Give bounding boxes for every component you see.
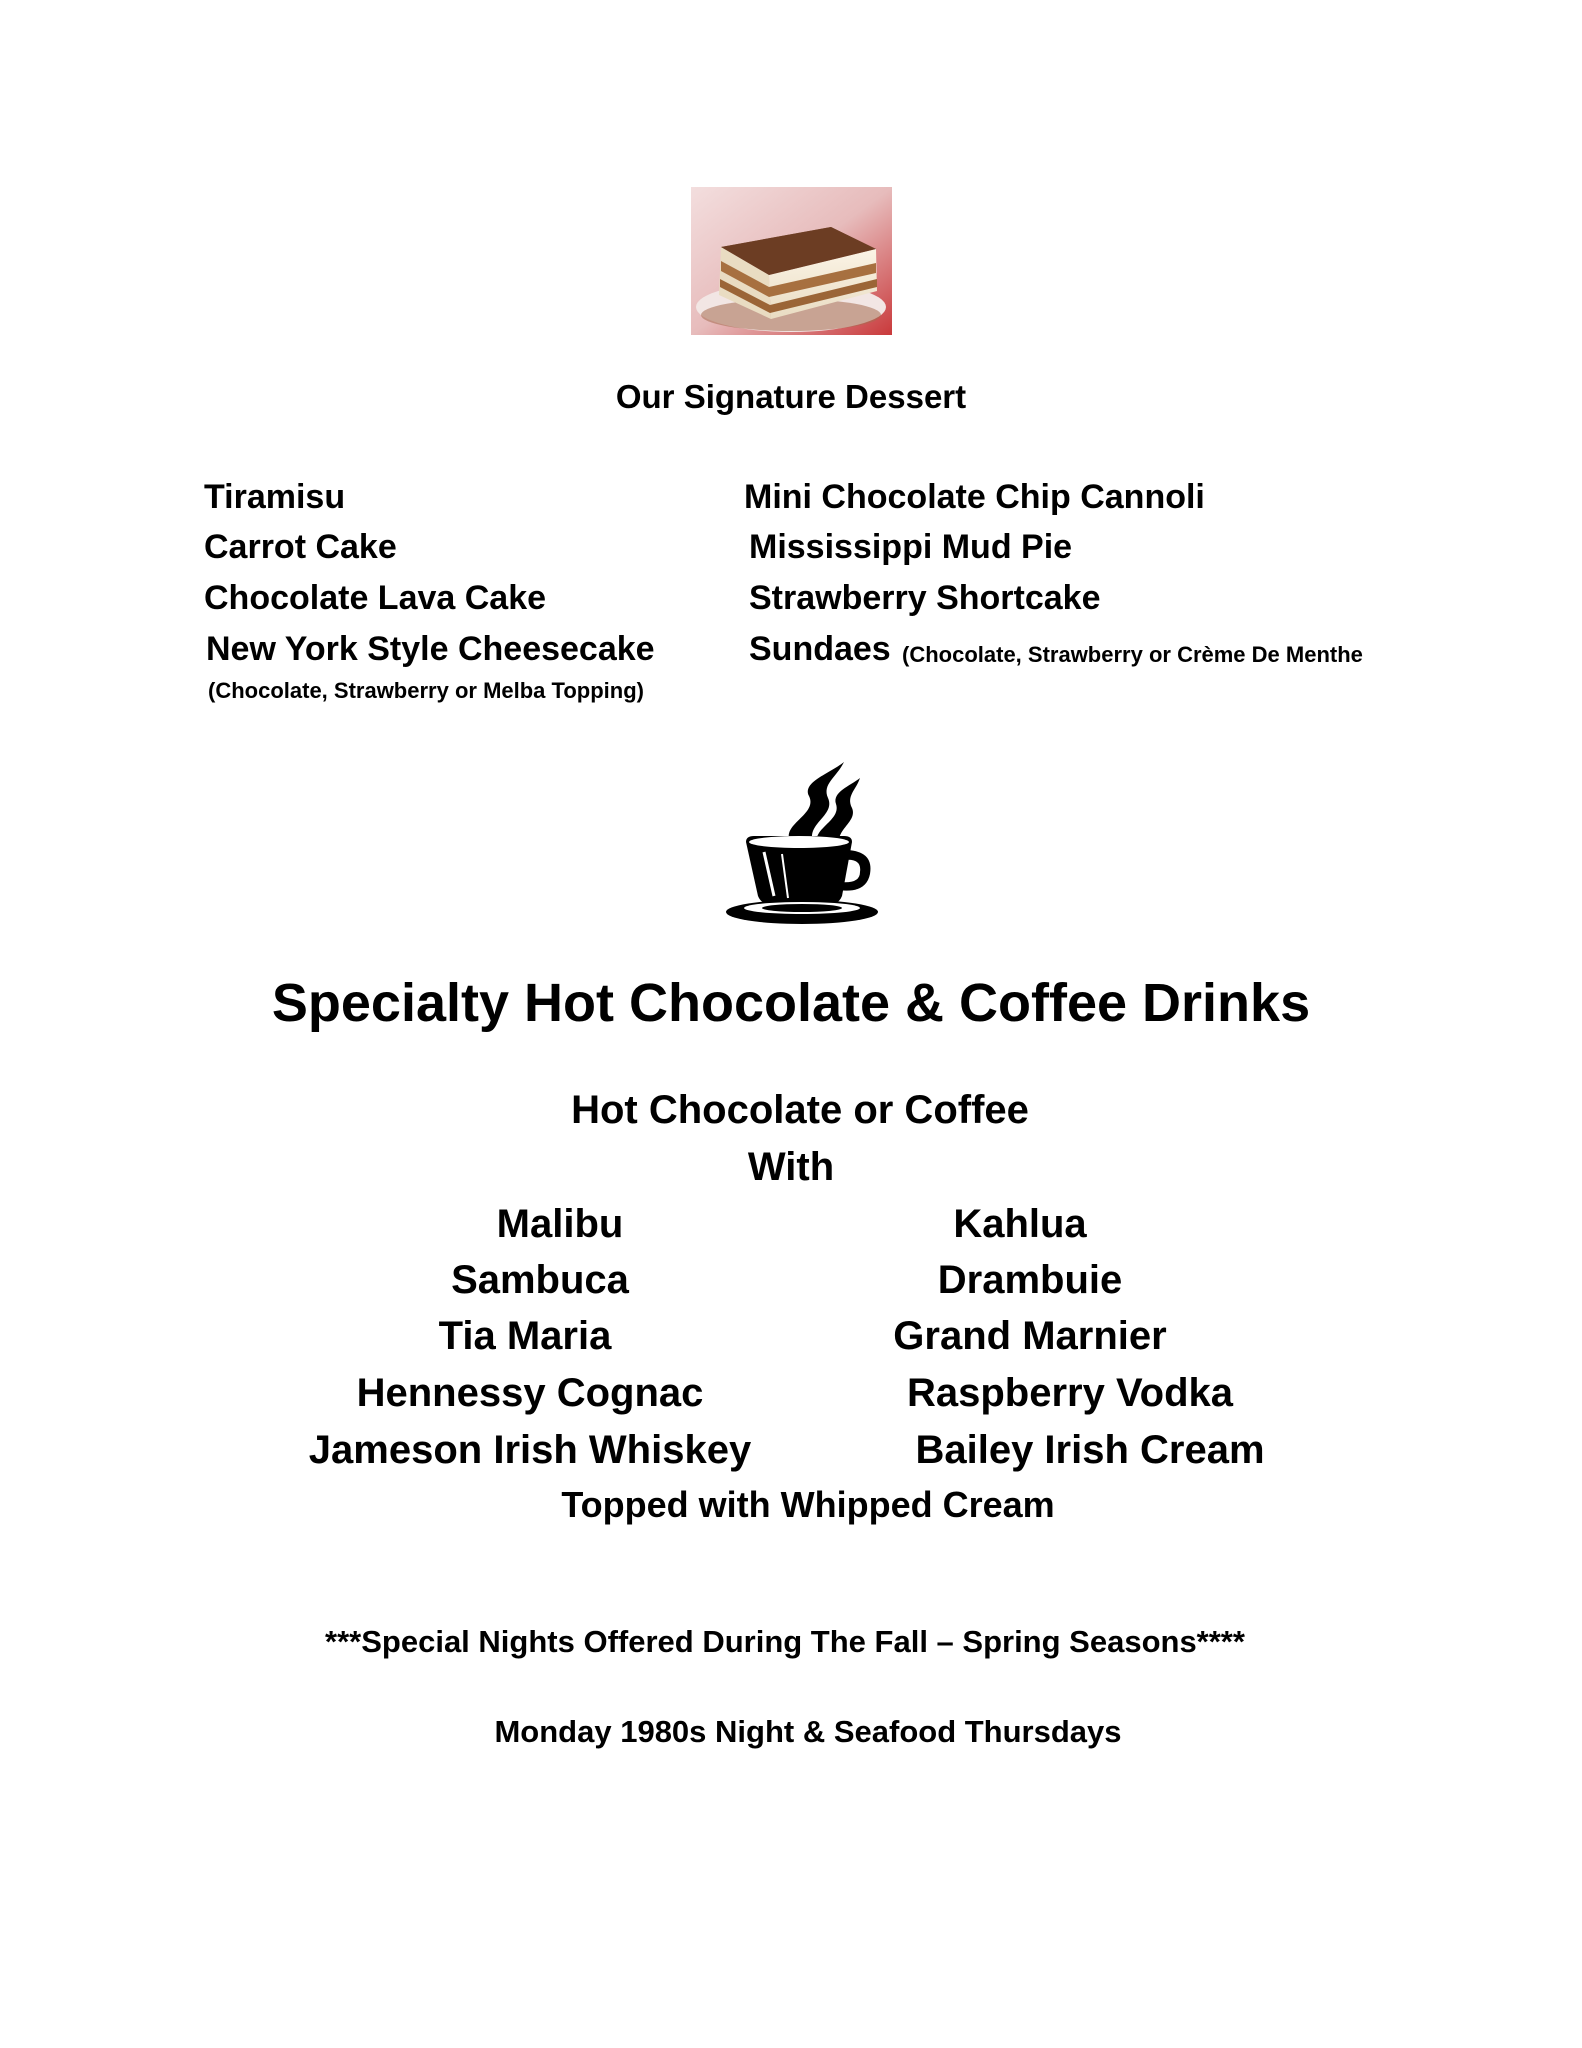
dessert-section-title: Our Signature Dessert <box>615 378 967 415</box>
coffee-cup-icon <box>724 756 888 928</box>
liqueur-kahlua: Kahlua <box>953 1202 1087 1246</box>
dessert-item-tiramisu: Tiramisu <box>204 478 346 516</box>
liqueur-malibu: Malibu <box>496 1202 624 1246</box>
dessert-item-sundaes: Sundaes <box>749 630 891 668</box>
cheesecake-topping-note: (Chocolate, Strawberry or Melba Topping) <box>208 678 644 703</box>
liqueur-raspberry-vodka: Raspberry Vodka <box>906 1371 1234 1415</box>
whipped-cream-note: Topped with Whipped Cream <box>561 1484 1055 1525</box>
liqueur-baileys: Bailey Irish Cream <box>915 1428 1265 1472</box>
dessert-item-chocolate-lava-cake: Chocolate Lava Cake <box>204 579 547 617</box>
liqueur-hennessy: Hennessy Cognac <box>356 1371 704 1415</box>
drinks-subtitle: Hot Chocolate or Coffee <box>571 1088 1029 1132</box>
liqueur-sambuca: Sambuca <box>451 1258 629 1302</box>
sundae-topping-note: (Chocolate, Strawberry or Crème De Menthe <box>902 642 1363 667</box>
drinks-subtitle-with: With <box>747 1145 835 1189</box>
liqueur-drambuie: Drambuie <box>937 1258 1123 1302</box>
tiramisu-photo <box>691 187 892 335</box>
liqueur-jameson: Jameson Irish Whiskey <box>308 1428 752 1472</box>
dessert-item-mud-pie: Mississippi Mud Pie <box>749 528 1073 566</box>
dessert-item-cannoli: Mini Chocolate Chip Cannoli <box>744 478 1205 516</box>
dessert-item-carrot-cake: Carrot Cake <box>204 528 397 566</box>
dessert-item-shortcake: Strawberry Shortcake <box>749 579 1101 617</box>
liqueur-grand-marnier: Grand Marnier <box>893 1314 1167 1358</box>
drinks-section-title: Specialty Hot Chocolate & Coffee Drinks <box>271 973 1311 1033</box>
theme-nights: Monday 1980s Night & Seafood Thursdays <box>494 1714 1122 1749</box>
dessert-item-cheesecake: New York Style Cheesecake <box>206 630 655 668</box>
liqueur-tia-maria: Tia Maria <box>438 1314 612 1358</box>
special-nights-note: ***Special Nights Offered During The Fall – Spring Seasons**** <box>325 1624 1245 1659</box>
